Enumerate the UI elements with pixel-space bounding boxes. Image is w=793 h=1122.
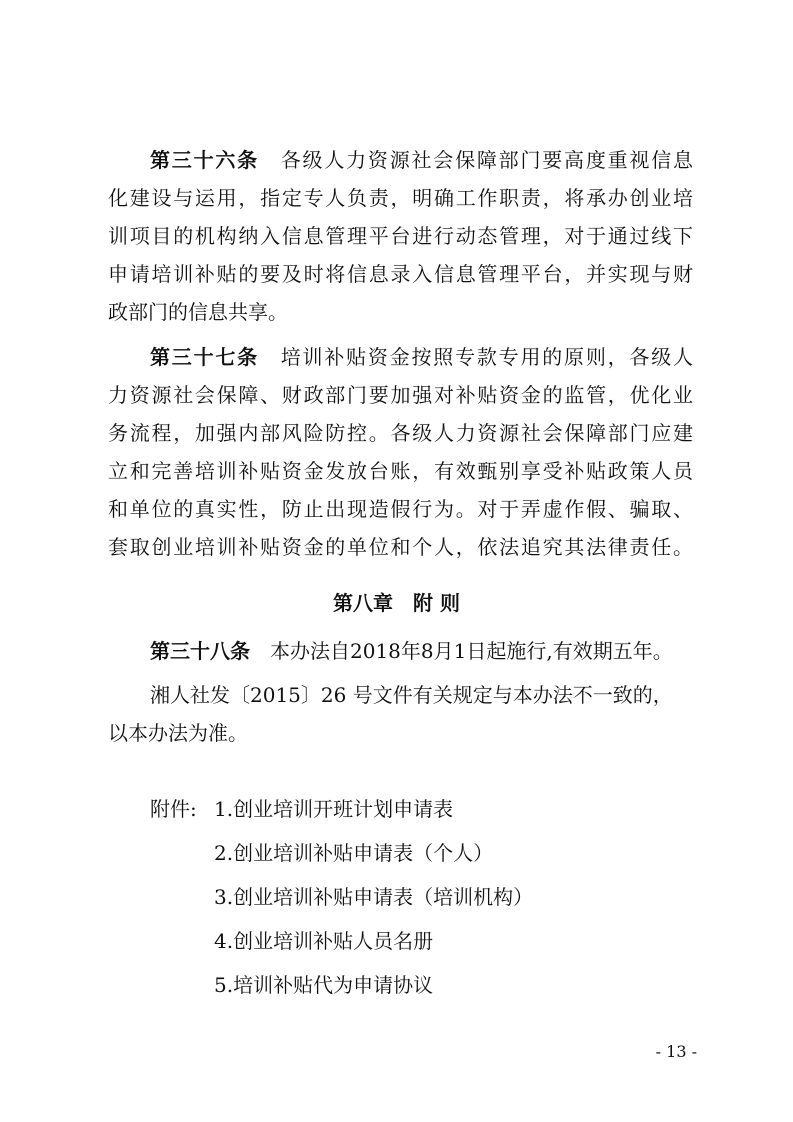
attachment-item-2: 2.创业培训补贴申请表（个人） <box>214 841 494 865</box>
repeal-line-2: 以本办法为准。 <box>108 721 248 745</box>
chapter-8-title: 第八章 附 则 <box>333 591 460 615</box>
page-number: - 13 - <box>655 1042 697 1061</box>
article-37-line-6: 套取创业培训补贴资金的单位和个人，依法追究其法律责任。 <box>108 535 693 559</box>
article-36-text-1: 各级人力资源社会保障部门要高度重视信息 <box>280 148 694 172</box>
article-37-line-3: 务流程，加强内部风险防控。各级人力资源社会保障部门应建 <box>108 421 693 445</box>
article-37-line-4: 立和完善培训补贴资金发放台账，有效甄别享受补贴政策人员 <box>108 459 693 483</box>
article-37-heading: 第三十七条 <box>150 345 259 369</box>
article-38-line-1 <box>150 632 693 670</box>
article-36-line-3: 训项目的机构纳入信息管理平台进行动态管理，对于通过线下 <box>108 224 693 248</box>
attachment-item-5: 5.培训补贴代为申请协议 <box>214 973 434 997</box>
attachment-item-3: 3.创业培训补贴申请表（培训机构） <box>214 885 534 909</box>
article-37-line-5: 和单位的真实性，防止出现造假行为。对于弄虚作假、骗取、 <box>108 497 693 521</box>
attachment-item-1: 1.创业培训开班计划申请表 <box>214 797 454 821</box>
repeal-line-1: 湘人社发〔2015〕26 号文件有关规定与本办法不一致的， <box>150 683 673 707</box>
article-38-heading: 第三十八条 <box>150 639 250 663</box>
article-36-line-2: 化建设与运用，指定专人负责，明确工作职责，将承办创业培 <box>108 186 693 210</box>
article-38-text-1: 本办法自2018年8月1日起施行,有效期五年。 <box>270 639 673 663</box>
article-36-line-5: 政部门的信息共享。 <box>108 300 288 324</box>
attachments-label: 附件: <box>150 797 197 821</box>
article-37-text-1: 培训补贴资金按照专款专用的原则，各级人 <box>280 345 694 369</box>
article-36-line-4: 申请培训补贴的要及时将信息录入信息管理平台，并实现与财 <box>108 262 693 286</box>
article-37-line-1 <box>150 338 693 376</box>
article-37-line-2: 力资源社会保障、财政部门要加强对补贴资金的监管，优化业 <box>108 383 693 407</box>
article-36-heading: 第三十六条 <box>150 148 259 172</box>
article-36-line-1 <box>150 141 693 179</box>
attachment-item-4: 4.创业培训补贴人员名册 <box>214 929 434 953</box>
